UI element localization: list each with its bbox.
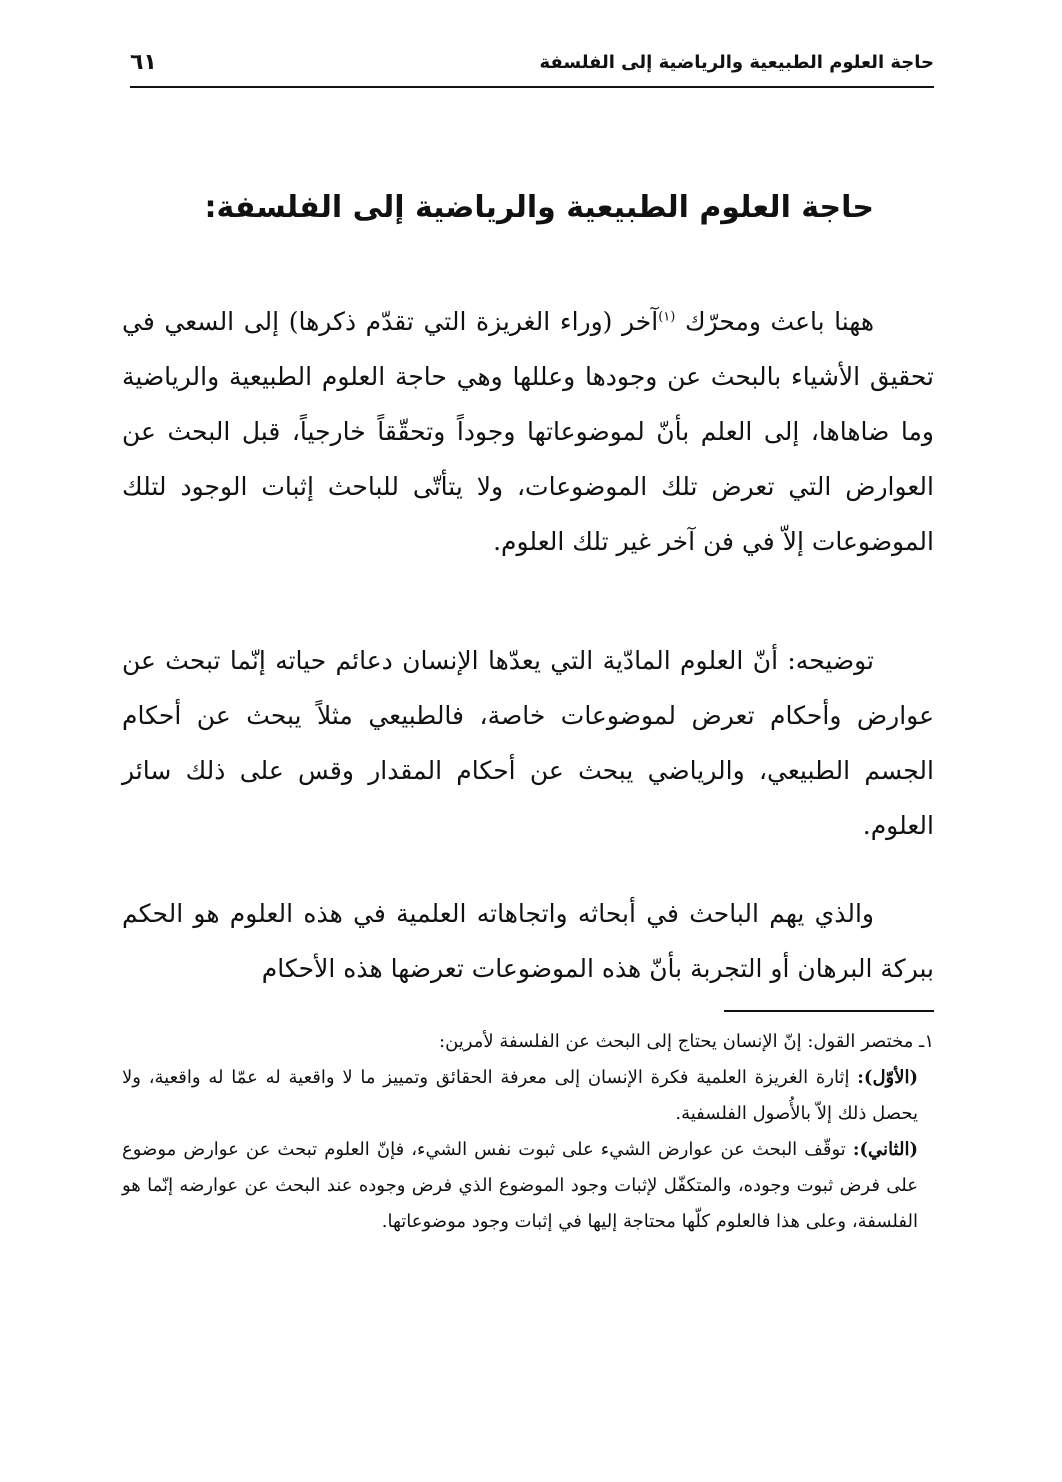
- footnote-separator: [724, 1010, 934, 1012]
- running-header: [130, 40, 934, 84]
- footnote-second-point: [122, 1132, 934, 1240]
- paragraph-3: والذي يهم الباحث في أبحاثه واتجاهاته العلمية في هذه العلوم هو الحكم ببركة البرهان أو التجربة بأنّ هذه الموضوعات تعرضها هذه الأحكام: [122, 899, 934, 983]
- page-number: ٦١: [130, 49, 157, 75]
- footnote-intro: ١ـ مختصر القول: إنّ الإنسان يحتاج إلى البحث عن الفلسفة لأمرين:: [439, 1031, 934, 1052]
- paragraph-2: توضيحه: أنّ العلوم المادّية التي يعدّها الإنسان دعائم حياته إنّما تبحث عن عوارض وأحكام تعرض لموضوعات خاصة، فالطبيعي مثلاً يبحث عن أحكام الجسم الطبيعي، والرياضي يبحث عن أحكام المقدار وقس على ذلك سائر العلوم.: [122, 646, 934, 840]
- paragraph-1-rest: آخر (وراء الغريزة التي تقدّم ذكرها) إلى السعي في تحقيق الأشياء بالبحث عن وجودها وعللها وهي حاجة العلوم الطبيعية والرياضية وما ضاهاها، إلى العلم بأنّ لموضوعاتها وجوداً وتحقّقاً خارجياً، قبل البحث عن العوارض التي تعرض تلك الموضوعات، ولا يتأتّى للباحث إثبات الوجود لتلك الموضوعات إلاّ في فن آخر غير تلك العلوم.: [122, 307, 934, 556]
- paragraph-1: [122, 294, 934, 569]
- footnotes: [122, 1024, 934, 1240]
- paragraph-1-start: ههنا باعث ومحرّك: [684, 307, 875, 336]
- footnote-reference: (١): [658, 309, 676, 325]
- footnote-second-label: (الثاني):: [852, 1139, 918, 1160]
- header-rule: [130, 86, 934, 88]
- section-heading: حاجة العلوم الطبيعية والرياضية إلى الفلسفة:: [204, 190, 874, 225]
- running-title: حاجة العلوم الطبيعية والرياضية إلى الفلسفة: [539, 51, 934, 73]
- footnote-first-point: [122, 1060, 934, 1132]
- footnote-first-text: إثارة الغريزة العلمية فكرة الإنسان إلى معرفة الحقائق وتمييز ما لا واقعية له عمّا له واقعية، ولا يحصل ذلك إلاّ بالأُصول الفلسفية.: [122, 1067, 918, 1124]
- footnote-first-label: (الأوّل):: [857, 1067, 918, 1088]
- footnote-second-text: توقّف البحث عن عوارض الشيء على ثبوت نفس الشيء، فإنّ العلوم تبحث عن عوارض موضوع على فرض ثبوت وجوده، والمتكفّل لإثبات وجود الموضوع الذي فرض وجوده عند البحث عن عوارضه إنّما هو الفلسفة، وعلى هذا فالعلوم كلّها محتاجة إليها في إثبات وجود موضوعاتها.: [122, 1139, 918, 1232]
